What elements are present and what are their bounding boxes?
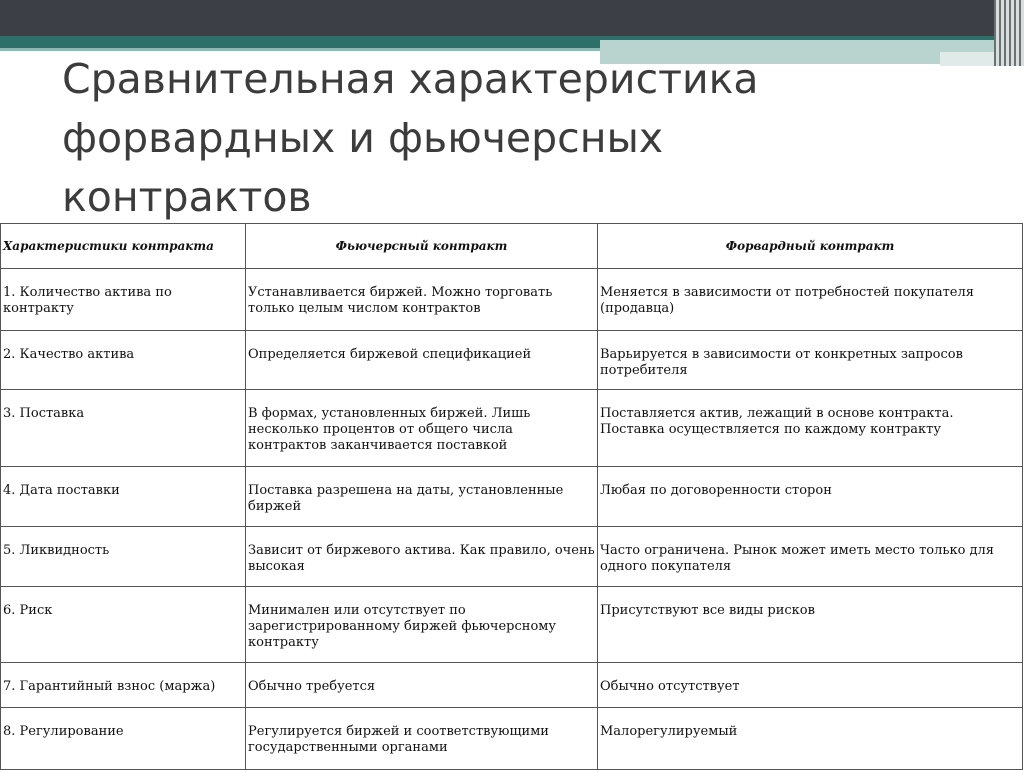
cell-forward: Поставляется актив, лежащий в основе контракта. Поставка осуществляется по каждому контракту (598, 390, 1023, 467)
cell-forward: Варьируется в зависимости от конкретных запросов потребителя (598, 331, 1023, 390)
cell-forward: Меняется в зависимости от потребностей покупателя (продавца) (598, 269, 1023, 331)
corner-stripes-decor (994, 0, 1024, 66)
table-row (1, 587, 1023, 663)
cell-characteristic: 3. Поставка (1, 390, 246, 467)
cell-futures: В формах, установленных биржей. Лишь несколько процентов от общего числа контрактов заканчивается поставкой (246, 390, 598, 467)
slide-title (62, 50, 962, 227)
table-header-row (1, 224, 1023, 269)
header-forward: Форвардный контракт (598, 224, 1023, 269)
cell-futures: Устанавливается биржей. Можно торговать только целым числом контрактов (246, 269, 598, 331)
cell-forward: Обычно отсутствует (598, 663, 1023, 708)
cell-forward: Малорегулируемый (598, 708, 1023, 770)
table-row (1, 269, 1023, 331)
comparison-table (0, 223, 1023, 770)
cell-futures: Зависит от биржевого актива. Как правило, очень высокая (246, 527, 598, 587)
cell-forward: Любая по договоренности сторон (598, 467, 1023, 527)
cell-characteristic: 5. Ликвидность (1, 527, 246, 587)
cell-futures: Регулируется биржей и соответствующими государственными органами (246, 708, 598, 770)
header-futures: Фьючерсный контракт (246, 224, 598, 269)
cell-characteristic: 2. Качество актива (1, 331, 246, 390)
cell-futures: Обычно требуется (246, 663, 598, 708)
table-row (1, 708, 1023, 770)
cell-futures: Определяется биржевой спецификацией (246, 331, 598, 390)
cell-characteristic: 6. Риск (1, 587, 246, 663)
cell-forward: Часто ограничена. Рынок может иметь место только для одного покупателя (598, 527, 1023, 587)
cell-characteristic: 7. Гарантийный взнос (маржа) (1, 663, 246, 708)
table-row (1, 331, 1023, 390)
cell-futures: Минимален или отсутствует по зарегистрированному биржей фьючерсному контракту (246, 587, 598, 663)
header-characteristic: Характеристики контракта (1, 224, 246, 269)
cell-characteristic: 4. Дата поставки (1, 467, 246, 527)
top-decor-bar (0, 0, 1024, 36)
slide-title-line: Сравнительная характеристика (62, 55, 759, 103)
table-row (1, 390, 1023, 467)
cell-characteristic: 8. Регулирование (1, 708, 246, 770)
table-row (1, 663, 1023, 708)
slide-title-line: форвардных и фьючерсных (62, 114, 664, 162)
slide-title-line: контрактов (62, 173, 312, 221)
cell-forward: Присутствуют все виды рисков (598, 587, 1023, 663)
cell-characteristic: 1. Количество актива по контракту (1, 269, 246, 331)
table-row (1, 467, 1023, 527)
table-row (1, 527, 1023, 587)
cell-futures: Поставка разрешена на даты, установленные биржей (246, 467, 598, 527)
